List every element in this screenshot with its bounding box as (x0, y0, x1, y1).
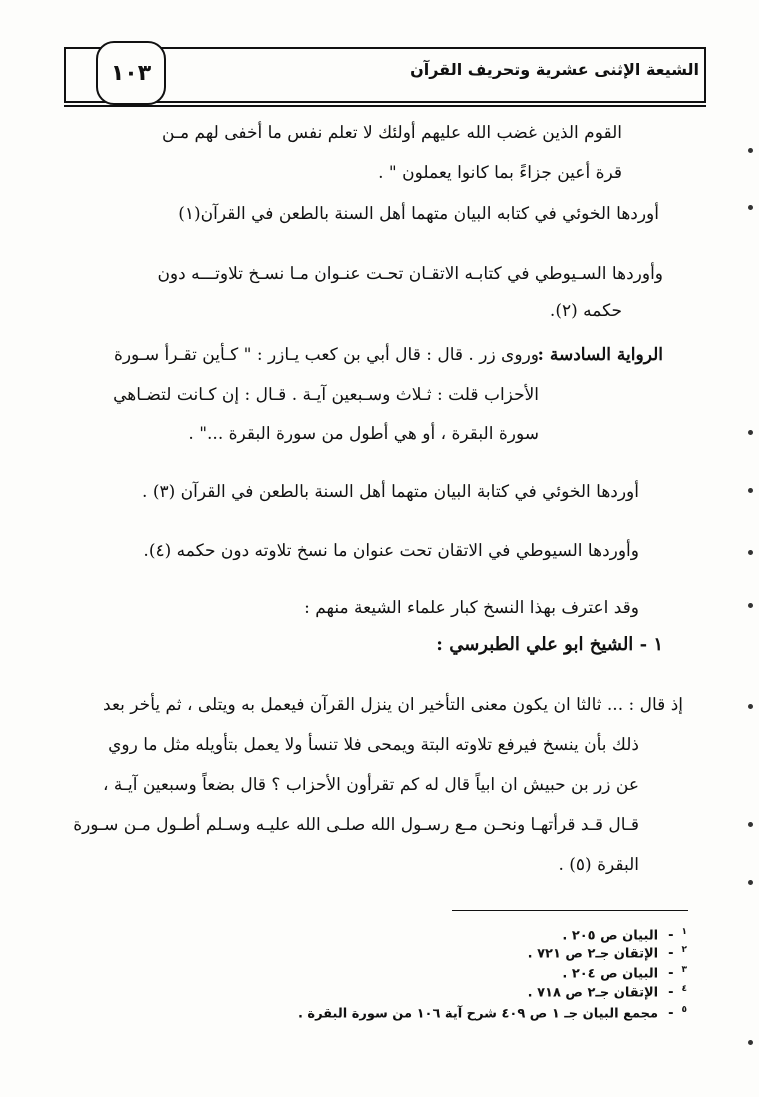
text-line: الأحزاب قلت : ثـلاث وسـبعين آيـة . قـال : إن كـانت لتضـاهي (113, 385, 539, 405)
footnote-3: $^٣$-البيان ص ٢٠٤ . (562, 965, 687, 982)
margin-mark (748, 148, 753, 153)
margin-mark (748, 603, 753, 608)
text-line: القوم الذين غضب الله عليهم أولئك لا تعلم نفس ما أخفى لهم مـن (162, 123, 622, 143)
text-line: عن زر بن حبيش ان ابياً قال له كم تقرأون الأحزاب ؟ قال بضعاً وسبعين آيـة ، (103, 775, 639, 795)
footnote-number: ٣ (681, 965, 687, 975)
footnote-4: $^٤$-الإتقان جـ٢ ص ٧١٨ . (527, 984, 687, 1001)
text-line: إذ قال : ... ثالثا ان يكون معنى التأخير ان ينزل القرآن فيعمل به ويتلى ، ثم يأخر بعد (103, 695, 683, 715)
text-line: وروى زر . قال : قال أبي بن كعب يـازر : " كـأين تقـرأ سـورة (113, 345, 539, 365)
header-rule (64, 105, 706, 107)
text-line: سورة البقرة ، أو هي أطول من سورة البقرة ..." . (188, 424, 539, 444)
text-line: وأوردها السـيوطي في كتابـه الاتقـان تحـت عنـوان مـا نسـخ تلاوتـــه دون (157, 264, 663, 284)
footnote-number: ٢ (681, 945, 687, 955)
text-line: حكمه (٢). (549, 301, 622, 321)
section-label: الرواية السادسة : (537, 345, 663, 365)
running-title: الشيعة الإثنى عشرية وتحريف القرآن (410, 60, 699, 79)
footnote-number: ٥ (681, 1005, 687, 1015)
footnote-separator (452, 910, 688, 911)
subheading: ١ - الشيخ ابو علي الطبرسي : (436, 634, 663, 655)
footnote-text: الإتقان جـ٢ ص ٧٢١ . (527, 946, 659, 962)
text-line: وقد اعترف بهذا النسخ كبار علماء الشيعة منهم : (304, 598, 639, 618)
text-line: قـال قـد قرأتهـا ونحـن مـع رسـول الله صلـى الله عليـه وسـلم أطـول مـن سـورة (73, 815, 639, 835)
margin-mark (748, 430, 753, 435)
footnote-1: $^١$-البيان ص ٢٠٥ . (562, 927, 687, 944)
margin-mark (748, 488, 753, 493)
text-line: ذلك بأن ينسخ فيرفع تلاوته البتة ويمحى فلا تنسأ ولا يعمل بتأويله مثل ما روي (108, 735, 639, 755)
footnote-text: البيان ص ٢٠٤ . (562, 966, 659, 982)
margin-mark (748, 205, 753, 210)
text-line: أوردها الخوئي في كتابه البيان متهما أهل السنة بالطعن في القرآن(١) (178, 204, 659, 224)
margin-mark (748, 1040, 753, 1045)
page-number: ١٠٣ (96, 41, 166, 105)
margin-mark (748, 704, 753, 709)
text-line: أوردها الخوئي في كتابة البيان متهما أهل السنة بالطعن في القرآن (٣) . (142, 482, 639, 502)
footnote-text: البيان ص ٢٠٥ . (562, 928, 659, 944)
text-line: البقرة (٥) . (558, 855, 639, 875)
margin-mark (748, 550, 753, 555)
text-line: قرة أعين جزاءً بما كانوا يعملون " . (378, 163, 622, 183)
margin-mark (748, 880, 753, 885)
footnote-5: $^٥$-مجمع البيان جـ ١ ص ٤٠٩ شرح آية ١٠٦ من سورة البقرة . (297, 1005, 687, 1022)
margin-mark (748, 822, 753, 827)
footnote-text: مجمع البيان جـ ١ ص ٤٠٩ شرح آية ١٠٦ من سورة البقرة . (297, 1006, 659, 1022)
footnote-text: الإتقان جـ٢ ص ٧١٨ . (527, 985, 659, 1001)
footnote-2: $^٢$-الإتقان جـ٢ ص ٧٢١ . (527, 945, 687, 962)
text-line: وأوردها السيوطي في الاتقان تحت عنوان ما نسخ تلاوته دون حكمه (٤). (143, 541, 639, 561)
footnote-number: ١ (681, 927, 687, 937)
footnote-number: ٤ (681, 984, 687, 994)
